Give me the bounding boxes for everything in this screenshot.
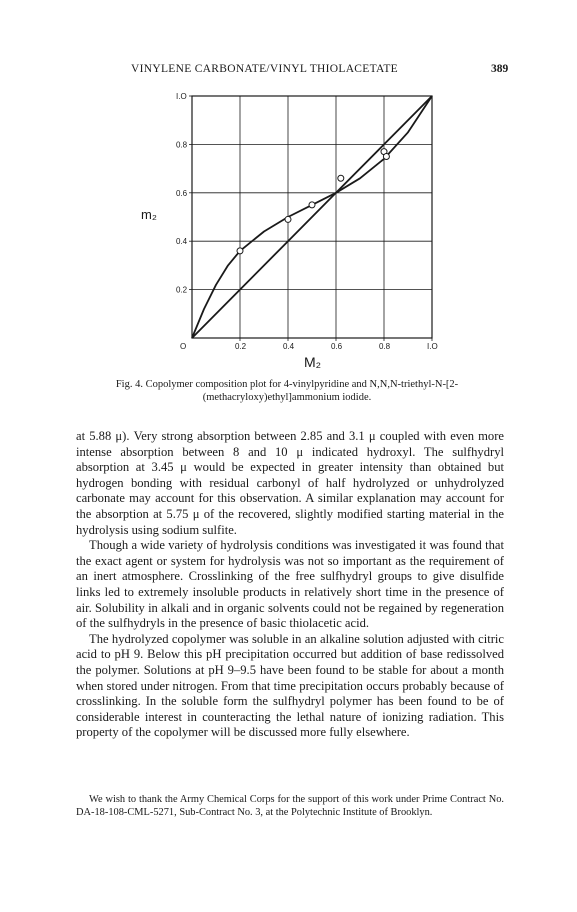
diagonal-reference-line [192,96,432,338]
x-tick-label: 0.6 [331,342,343,351]
figure-caption-line-1: Fig. 4. Copolymer composition plot for 4-vinylpyridine and N,N,N-triethyl-N-[2- [115,379,459,390]
figure-caption [97,378,477,404]
paragraph: Though a wide variety of hydrolysis conditions was investigated it was found that the exact agent or system for hydrolysis was not so important as the requirement of an inert atmosphere. Crosslinking of the free sulfhydryl groups to give disulfide links led to extremely insoluble products in relatively short time in the presence of air. Solubility in alkali and in organic solvents could not be regained by regeneration of the sulfhydryls in the presence of basic thiolacetic acid. [76,538,504,631]
body-text [76,429,504,741]
x-tick-label: 0.2 [235,342,247,351]
x-tick-label: 0.4 [283,342,295,351]
chart-series [192,96,432,338]
y-tick-label: I.O [176,92,187,101]
paragraph: at 5.88 μ). Very strong absorption between 2.85 and 3.1 μ coupled with even more intense absorption between 8 and 10 μ indicated hydroxyl. The sulfhydryl absorption at 3.45 μ would be expected in greater intensity than obtained but hydrogen bonding with residual carbonyl of half hydrolyzed or unhydrolyzed carbonate may account for this observation. A similar explanation may account for the absorption at 5.75 μ of the recovered, slightly modified starting material in the hydrolysis using sodium sulfite. [76,429,504,537]
y-tick-label: 0.8 [176,140,188,150]
paragraph: The hydrolyzed copolymer was soluble in an alkaline solution adjusted with citric acid to pH 9. Below this pH precipitation occurred but addition of base redissolved the polymer. Solutions at pH 9–9.5 have been found to be stable for about a month when stored under nitrogen. From that time precipitation occurs probably because of crosslinking. In the soluble form the sulfhydryl polymer has been found to be of considerable interest in counteracting the lethal nature of ionizing radiation. This property of the copolymer will be discussed more fully elsewhere. [76,631,504,740]
data-point [309,202,315,208]
x-axis-label: M₂ [304,354,322,370]
copolymer-composition-chart [0,0,577,380]
figure-caption-line-2: (methacryloxy)ethyl]ammonium iodide. [202,392,372,403]
x-tick-label: O [180,342,187,351]
data-point [237,248,243,254]
running-title: VINYLENE CARBONATE/VINYL THIOLACETATE [131,63,398,75]
page-number: 389 [491,63,509,75]
x-tick-label: 0.8 [379,342,391,351]
data-point [285,216,291,222]
data-point [338,175,344,181]
y-tick-label: 0.4 [176,237,188,247]
y-tick-label: 0.2 [176,285,188,295]
y-axis-label: m₂ [141,207,157,222]
x-tick-label: I.O [427,342,438,351]
data-point [383,154,389,160]
acknowledgment-footnote: We wish to thank the Army Chemical Corps for the support of this work under Prime Contract No. DA-18-108-CML-5271, Sub-Contract No. 3, at the Polytechnic Institute of Brooklyn. [76,794,504,818]
chart-points [237,149,389,254]
y-tick-label: 0.6 [176,188,188,198]
